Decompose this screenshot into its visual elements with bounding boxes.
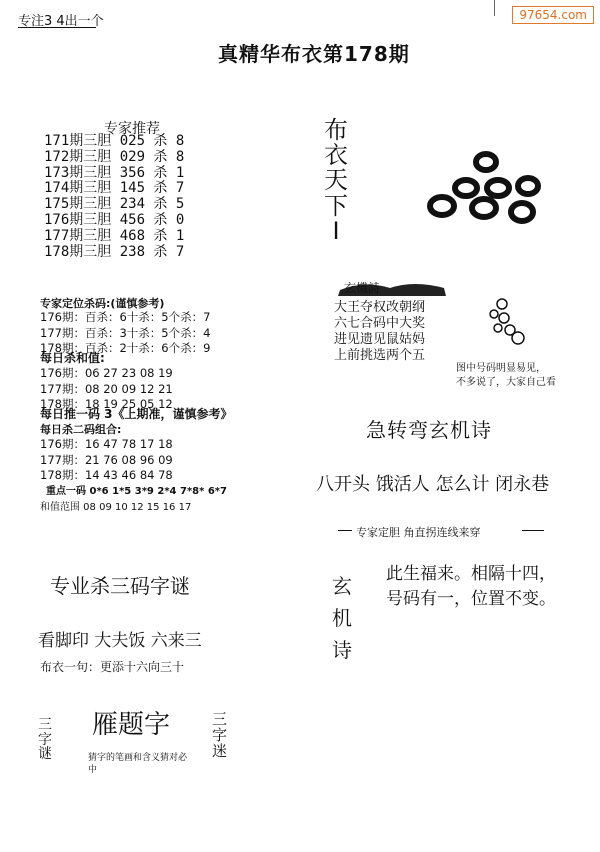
kill-position-heading: 专家定位杀码:(谨慎参考): [40, 297, 165, 310]
xuanji-lines: [386, 562, 556, 612]
ring-illustration: [418, 140, 548, 240]
list-item: 174期三胆 145 杀 7: [44, 180, 185, 197]
riddle-poem-title: 急转弯玄机诗: [366, 418, 492, 442]
kill-position-list: [40, 310, 210, 357]
poem-title: 玄機詩: [344, 281, 381, 295]
list-item: 上前挑选两个五: [334, 348, 426, 363]
list-item: 171期三胆 025 杀 8: [44, 133, 185, 149]
list-item: 177期：08 20 09 12 21: [40, 381, 173, 396]
list-item: 172期三胆 029 杀 8: [44, 148, 185, 165]
daily-one-heading: 每日推一码 3《上期准，谨慎参考》: [40, 407, 233, 421]
divider: [494, 0, 495, 16]
poem-lines: [334, 300, 425, 364]
list-item: 176期：百杀：6十杀：5个杀：7: [40, 310, 211, 324]
top-note: 专注3 4出一个: [18, 14, 104, 29]
list-item: 176期：16 47 78 17 18: [40, 437, 173, 451]
site-badge[interactable]: 97654.com: [512, 6, 594, 24]
list-item: 177期：21 76 08 96 09: [40, 452, 173, 467]
picture-caption: 图中号码明显易见， 不多说了，大家自己看: [456, 363, 556, 388]
right-vertical-title: 布 衣 天 下 I: [324, 116, 348, 245]
list-item: 178期：百杀：2十杀：6个杀：9: [40, 341, 211, 356]
page-title: 真精华布衣第178期: [218, 42, 410, 66]
experts-heading: 专家推荐: [104, 121, 160, 137]
experts-list: [44, 134, 184, 260]
xuanji-vertical-title: 玄 机 诗: [332, 574, 352, 662]
sum-kill-list: [40, 366, 173, 413]
riddle-hint: 猜字的笔画和含义猜对必中: [88, 753, 188, 775]
divider: [338, 530, 352, 531]
list-item: 175期三胆 234 杀 5: [44, 196, 185, 213]
right-vertical-label: 三 字 迷: [212, 710, 228, 760]
list-item: 号码有一，位置不变。: [386, 589, 556, 609]
list-item: 176期：06 27 23 08 19: [40, 366, 173, 380]
riddle-word: 雁题字: [92, 710, 171, 740]
daily-two-heading: 每日杀二码组合:: [40, 423, 122, 436]
daily-two-list: [40, 437, 173, 484]
list-item: 178期：14 43 46 84 78: [40, 468, 173, 483]
list-item: 177期：百杀：3十杀：5个杀：4: [40, 325, 211, 340]
top-note-underline: [18, 27, 96, 28]
list-item: 173期三胆 356 杀 1: [44, 164, 185, 181]
sum-range: 和值范围 08 09 10 12 15 16 17: [40, 502, 192, 513]
list-item: 进见遗见鼠姑妈: [334, 332, 426, 347]
three-riddle-title: 专业杀三码字谜: [50, 574, 190, 598]
list-item: 177期三胆 468 杀 1: [44, 227, 185, 244]
one-line-hint: 布衣一句：更添十六向三十: [40, 660, 185, 674]
focus-code: 重点一码 0*6 1*5 3*9 2*4 7*8* 6*7: [46, 486, 227, 497]
left-vertical-label: 三 字 谜: [38, 717, 52, 763]
riddle-poem-line: 八开头 饿活人 怎么计 闭永巷: [316, 474, 550, 495]
list-item: 176期三胆 456 杀 0: [44, 211, 185, 228]
divider: [522, 530, 544, 531]
list-item: 178期：18 19 25 05 12: [40, 397, 173, 412]
list-item: 178期三胆 238 杀 7: [44, 243, 185, 260]
sum-kill-heading: 每日杀和值:: [40, 351, 105, 365]
list-item: 六七合码中大奖: [334, 316, 426, 331]
list-item: 大王夺权改朝纲: [334, 300, 426, 315]
three-riddle-phrase: 看脚印 大夫饭 六来三: [38, 631, 202, 651]
numbered-stones-illustration: [486, 294, 546, 350]
expert-note: 专家定胆 角直拐连线来穿: [356, 526, 481, 539]
list-item: 此生福来。相隔十四，: [386, 564, 556, 584]
